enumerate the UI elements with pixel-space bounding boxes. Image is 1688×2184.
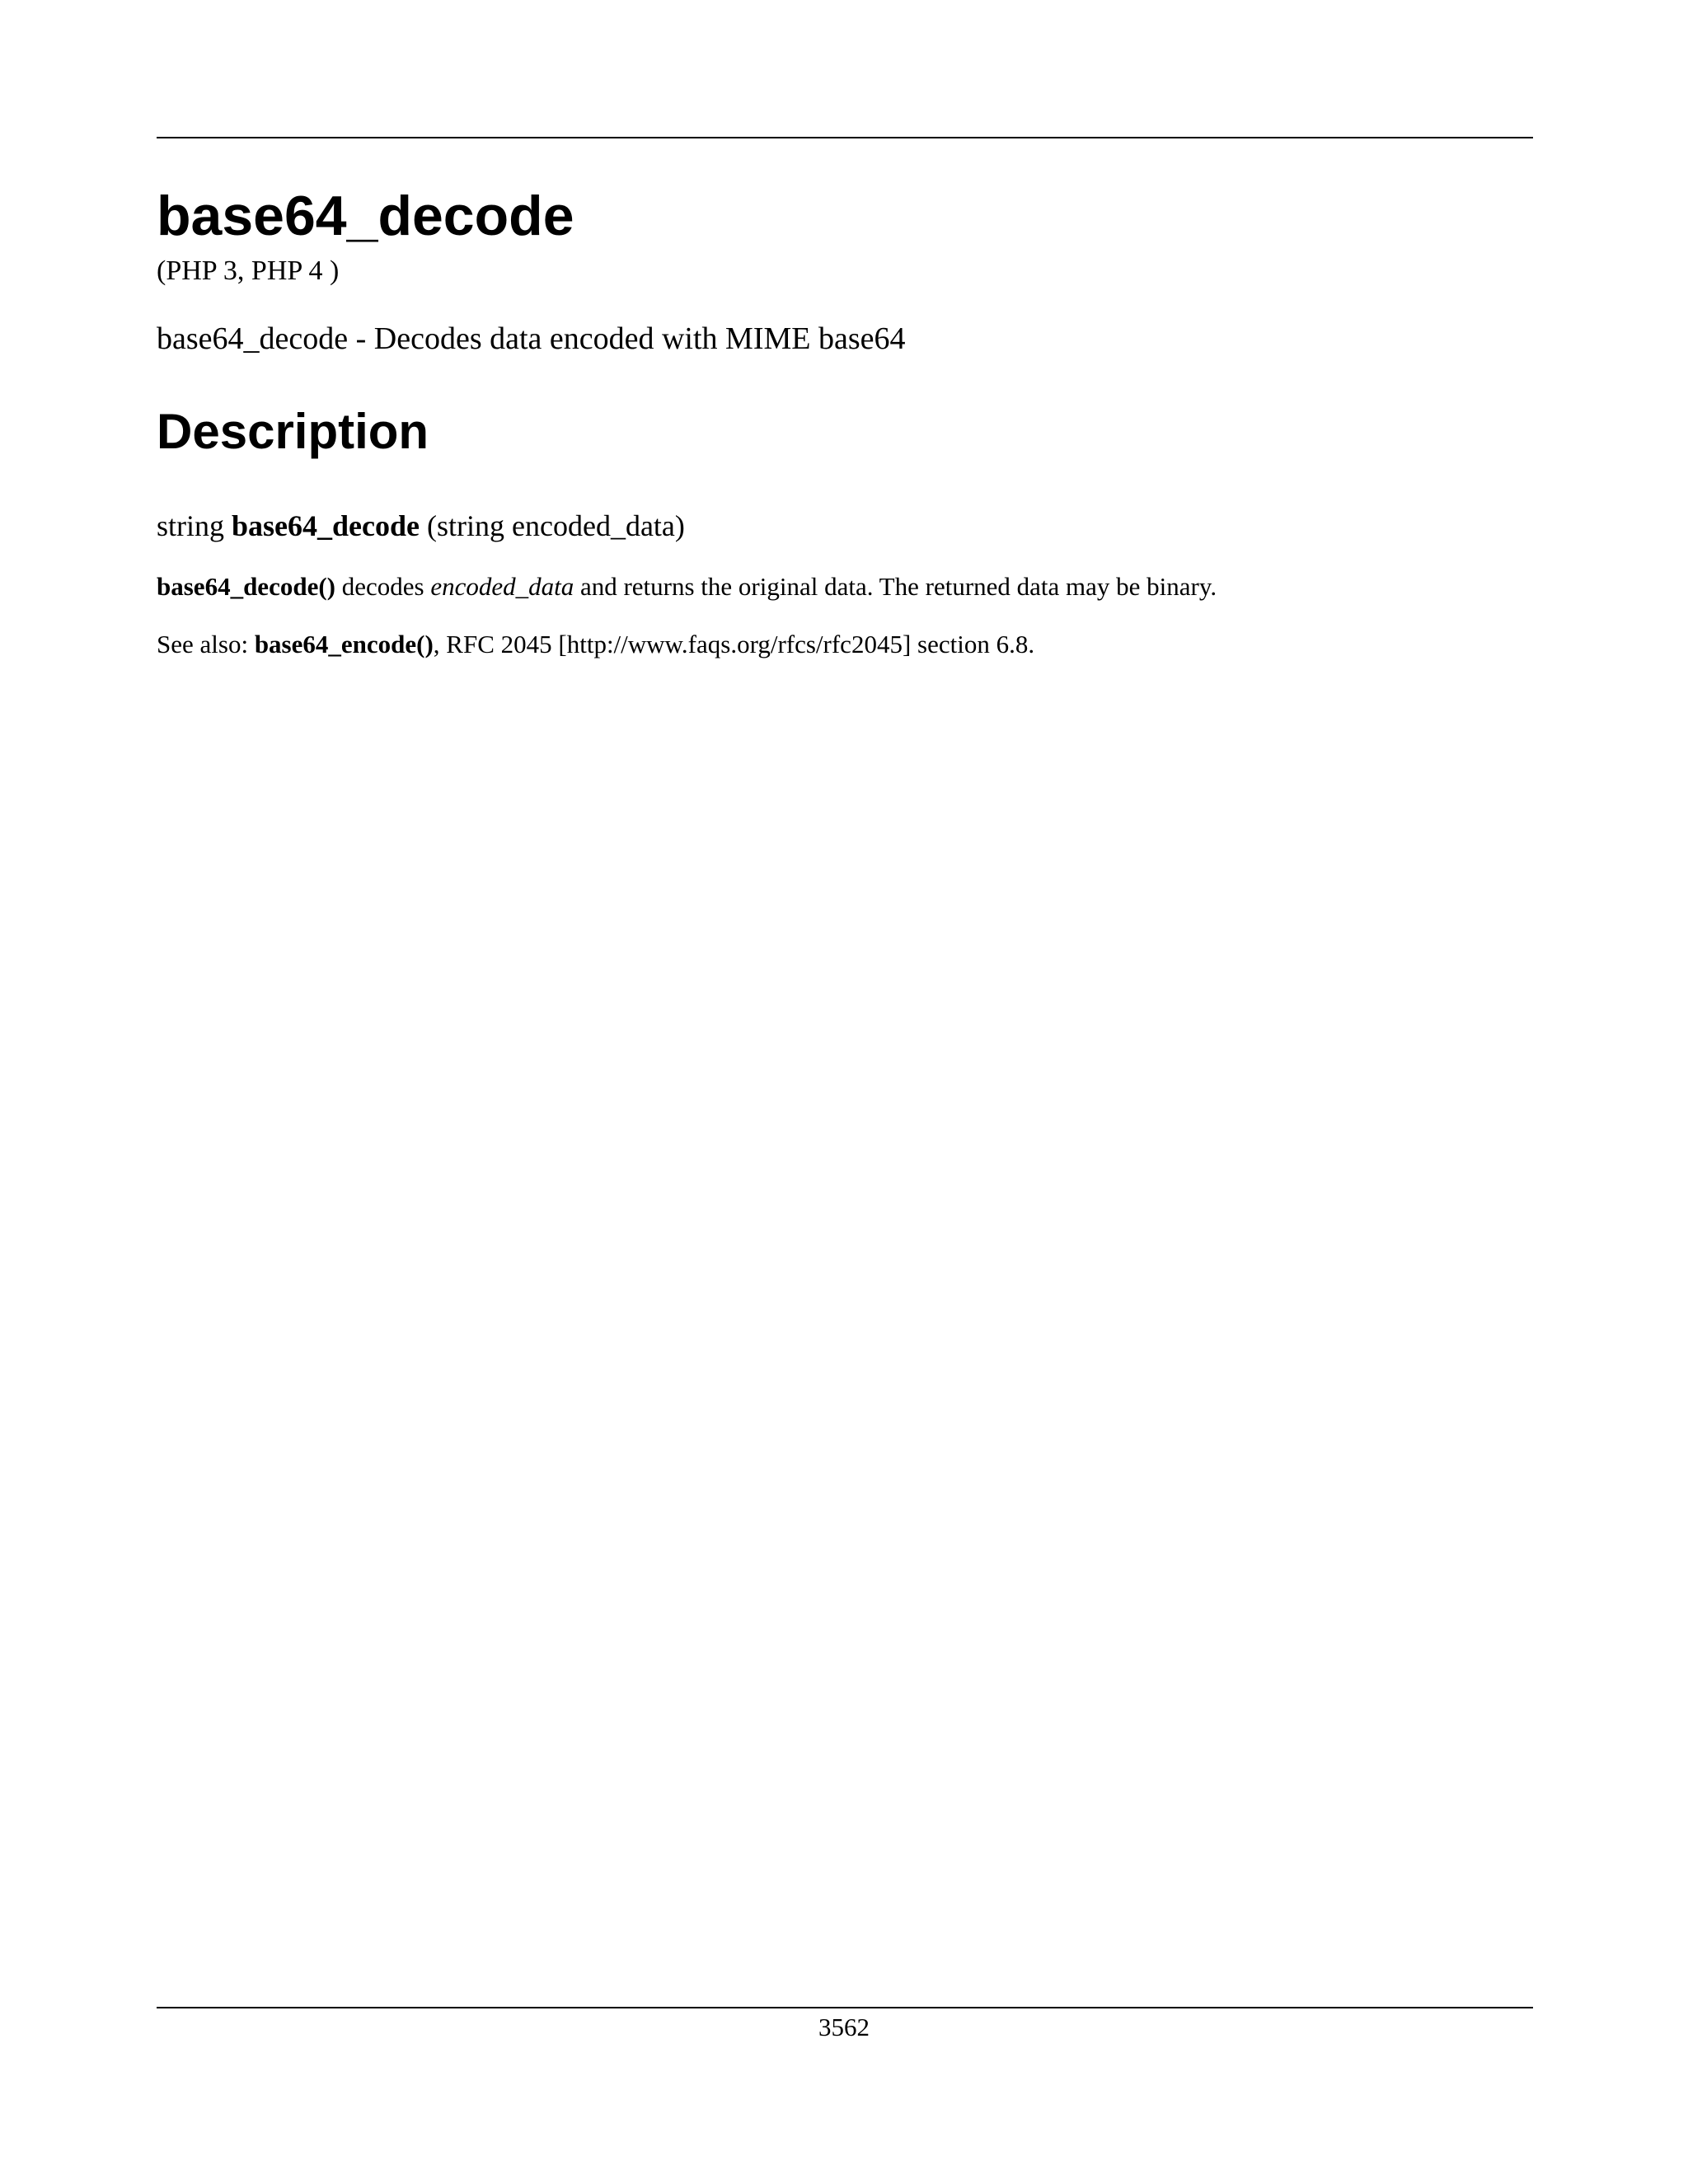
header-rule bbox=[157, 137, 1533, 138]
see-also-rfc-reference: , RFC 2045 [http://www.faqs.org/rfcs/rfc2045] section 6.8. bbox=[433, 630, 1035, 658]
page-number: 3562 bbox=[818, 2013, 870, 2041]
synopsis-params: (string encoded_data) bbox=[427, 509, 685, 542]
synopsis-return-type: string bbox=[157, 509, 225, 542]
function-purpose: base64_decode - Decodes data encoded with MIME base64 bbox=[157, 321, 906, 356]
section-heading-description: Description bbox=[157, 404, 429, 459]
footer-rule bbox=[157, 2007, 1533, 2008]
description-paragraph bbox=[157, 574, 1217, 599]
synopsis-function-name: base64_decode bbox=[232, 509, 420, 542]
function-synopsis bbox=[157, 511, 685, 541]
see-also-paragraph bbox=[157, 631, 1034, 657]
parameter-name: encoded_data bbox=[430, 572, 574, 601]
version-info: (PHP 3, PHP 4 ) bbox=[157, 255, 340, 286]
description-text-continued: and returns the original data. The returned data may be binary. bbox=[574, 572, 1217, 601]
see-also-prefix: See also: bbox=[157, 630, 255, 658]
function-reference: base64_decode() bbox=[157, 572, 335, 601]
page-title: base64_decode bbox=[157, 185, 574, 247]
see-also-function-link[interactable]: base64_encode() bbox=[254, 630, 434, 658]
description-text: decodes bbox=[335, 572, 431, 601]
